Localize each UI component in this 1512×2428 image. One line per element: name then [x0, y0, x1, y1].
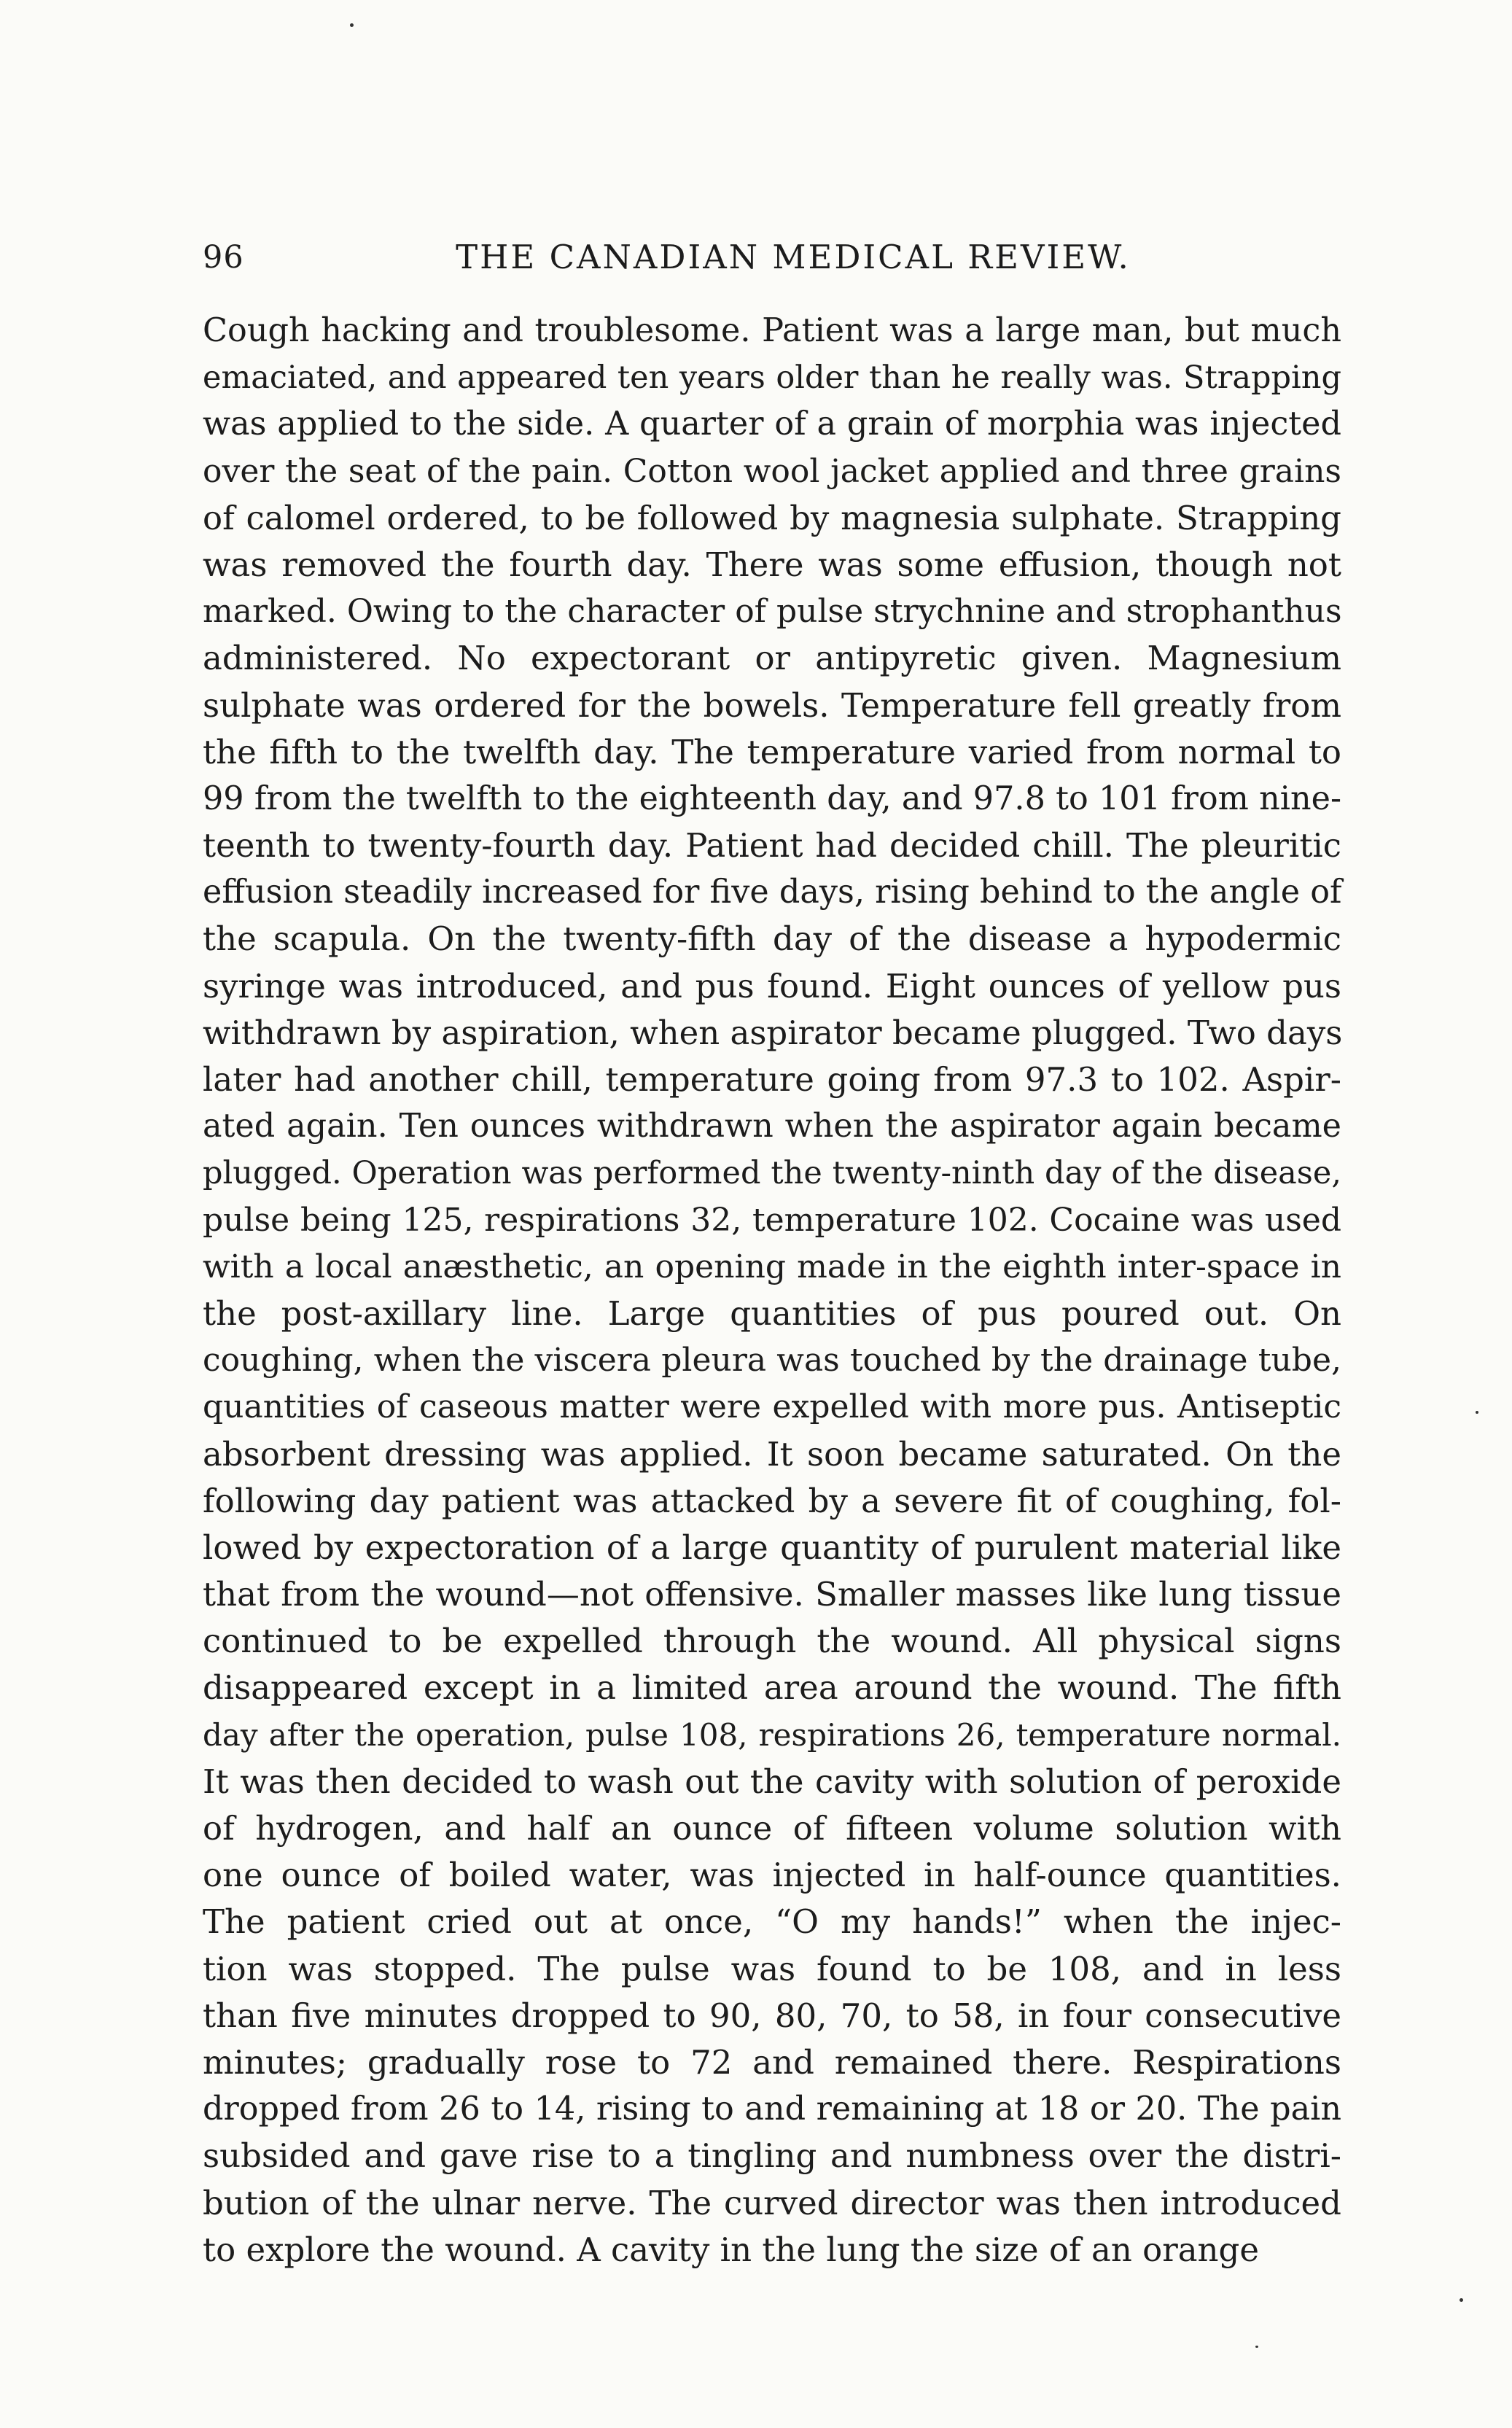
- text-line: that from the wound—not offensive. Smaller masses like lung tissue: [203, 1575, 1341, 1614]
- print-speck: [1476, 1411, 1478, 1414]
- running-head: THE CANADIAN MEDICAL REVIEW.: [456, 238, 1131, 276]
- text-line: tion was stopped. The pulse was found to be 108, and in less: [203, 1949, 1341, 1988]
- text-line: coughing, when the viscera pleura was touched by the drainage tube,: [203, 1342, 1341, 1380]
- text-line: emaciated, and appeared ten years older than he really was. Strapping: [203, 359, 1341, 397]
- text-line: was removed the fourth day. There was some effusion, though not: [203, 545, 1341, 584]
- text-line: to explore the wound. A cavity in the lung the size of an orange: [203, 2230, 1259, 2269]
- text-line: was applied to the side. A quarter of a grain of morphia was injected: [203, 405, 1341, 443]
- text-line: later had another chill, temperature going from 97.3 to 102. Aspir-: [203, 1060, 1341, 1099]
- text-line: the scapula. On the twenty-fifth day of the disease a hypodermic: [203, 919, 1341, 959]
- text-line: minutes; gradually rose to 72 and remained there. Respirations: [203, 2042, 1341, 2082]
- print-speck: [350, 23, 354, 27]
- text-line: effusion steadily increased for five days, rising behind to the angle of: [203, 873, 1342, 911]
- text-line: the fifth to the twelfth day. The temperature varied from normal to: [203, 732, 1341, 771]
- text-line: of calomel ordered, to be followed by magnesia sulphate. Strapping: [203, 498, 1341, 537]
- text-line: bution of the ulnar nerve. The curved director was then introduced: [203, 2183, 1341, 2222]
- text-line: Cough hacking and troublesome. Patient was a large man, but much: [203, 312, 1341, 349]
- text-line: the post-axillary line. Large quantities of pus poured out. On: [203, 1293, 1341, 1333]
- page-number: 96: [203, 239, 244, 276]
- text-line: day after the operation, pulse 108, respirations 26, temperature normal.: [203, 1716, 1341, 1753]
- text-line: absorbent dressing was applied. It soon became saturated. On the: [203, 1434, 1341, 1474]
- text-line: teenth to twenty-fourth day. Patient had decided chill. The pleuritic: [203, 826, 1341, 865]
- text-line: pulse being 125, respirations 32, temperature 102. Cocaine was used: [203, 1201, 1341, 1239]
- text-line: lowed by expectoration of a large quantity of purulent material like: [203, 1528, 1341, 1567]
- text-line: following day patient was attacked by a severe fit of coughing, fol-: [203, 1481, 1341, 1520]
- text-line: with a local anæsthetic, an opening made in the eighth inter-space in: [203, 1248, 1341, 1285]
- text-line: The patient cried out at once, “O my hands!” when the injec-: [203, 1902, 1341, 1942]
- text-line: dropped from 26 to 14, rising to and remaining at 18 or 20. The pain: [203, 2090, 1341, 2128]
- text-line: subsided and gave rise to a tingling and numbness over the distri-: [203, 2136, 1341, 2176]
- text-line: over the seat of the pain. Cotton wool jacket applied and three grains: [203, 452, 1341, 490]
- print-speck: [1255, 2346, 1258, 2348]
- text-line: administered. No expectorant or antipyretic given. Magnesium: [203, 639, 1341, 678]
- page-header: [203, 232, 1340, 283]
- text-line: 99 from the twelfth to the eighteenth day, and 97.8 to 101 from nine-: [203, 779, 1341, 817]
- text-line: sulphate was ordered for the bowels. Temperature fell greatly from: [203, 685, 1341, 725]
- text-line: one ounce of boiled water, was injected in half-ounce quantities.: [203, 1856, 1341, 1895]
- text-line: syringe was introduced, and pus found. Eight ounces of yellow pus: [203, 966, 1341, 1005]
- text-line: continued to be expelled through the wound. All physical signs: [203, 1622, 1341, 1661]
- text-line: withdrawn by aspiration, when aspirator became plugged. Two days: [203, 1013, 1343, 1052]
- text-line: ated again. Ten ounces withdrawn when the aspirator again became: [203, 1108, 1341, 1145]
- print-speck: [1460, 2298, 1463, 2302]
- text-line: quantities of caseous matter were expelled with more pus. Antiseptic: [203, 1388, 1341, 1426]
- text-line: It was then decided to wash out the cavity with solution of peroxide: [203, 1762, 1341, 1801]
- text-line: of hydrogen, and half an ounce of fifteen volume solution with: [203, 1809, 1341, 1848]
- text-line: marked. Owing to the character of pulse strychnine and strophanthus: [203, 593, 1342, 631]
- text-line: disappeared except in a limited area around the wound. The fifth: [203, 1668, 1341, 1708]
- text-line: plugged. Operation was performed the twenty-ninth day of the disease,: [203, 1155, 1341, 1192]
- text-line: than five minutes dropped to 90, 80, 70, to 58, in four consecutive: [203, 1996, 1341, 2035]
- body-text: [203, 308, 1341, 2273]
